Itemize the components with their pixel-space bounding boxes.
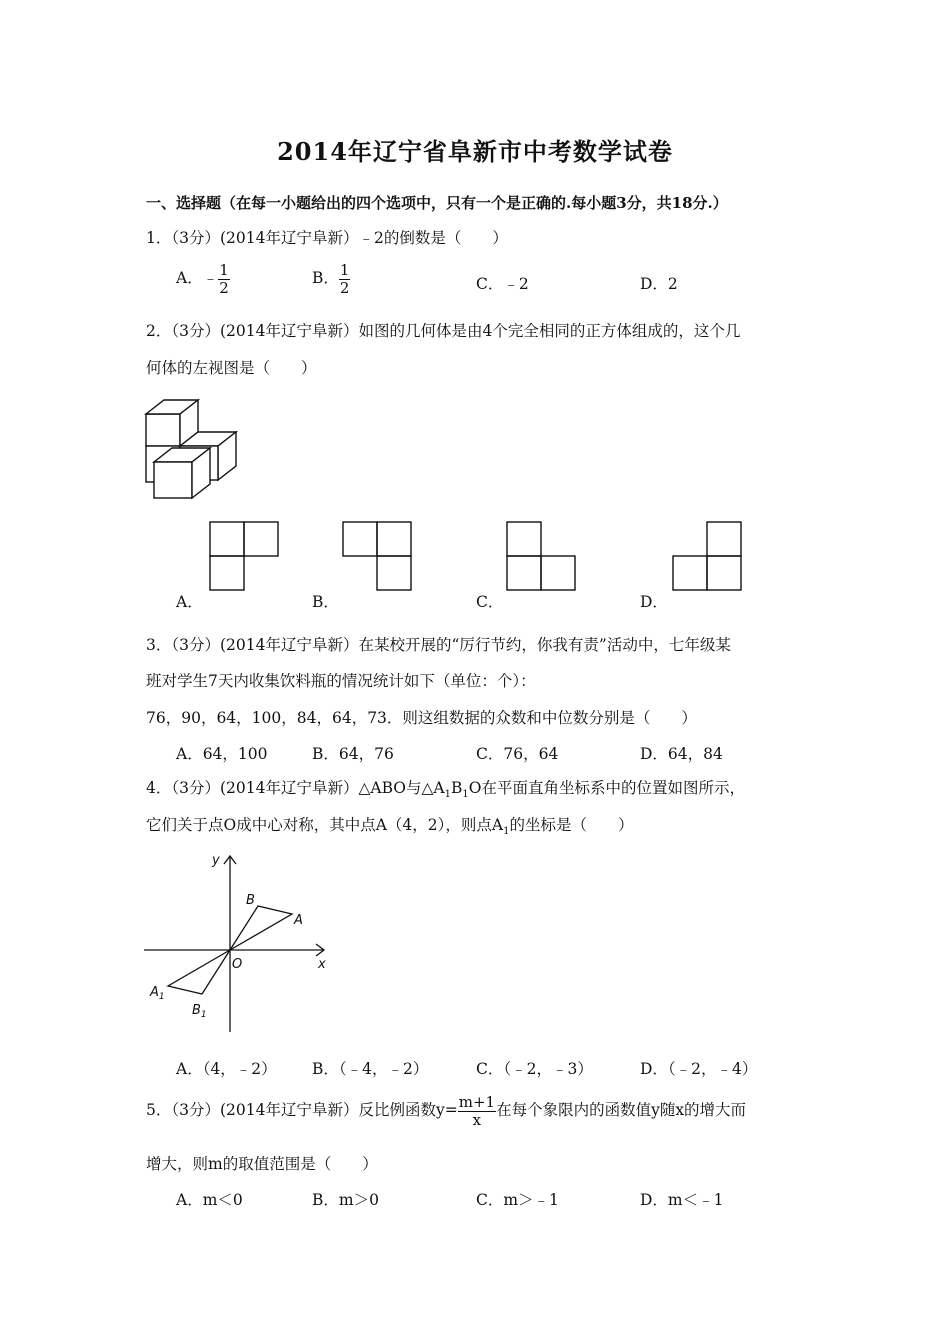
q4-option-a: A．（4，﹣2） bbox=[176, 1060, 277, 1078]
y-axis-label: y bbox=[212, 853, 220, 868]
q3-line-1: 3．（3分）(2014年辽宁阜新）在某校开展的“厉行节约，你我有责”活动中，七年级某 bbox=[146, 636, 731, 654]
q3-option-a: A．64，100 bbox=[176, 745, 268, 763]
origin-label: O bbox=[232, 957, 243, 972]
q1-a-fraction: $\frac{1}{2}$ bbox=[219, 261, 229, 297]
q4-option-d: D．（﹣2，﹣4） bbox=[640, 1060, 758, 1078]
q1-b-fraction: $\frac{1}{2}$ bbox=[339, 261, 350, 297]
q3-line-2: 班对学生7天内收集饮料瓶的情况统计如下（单位：个）： bbox=[146, 672, 536, 690]
q4-line-2: 它们关于点O成中心对称，其中点A（4，2），则点$A_1$的坐标是（ ） bbox=[146, 816, 634, 838]
q3-option-d: D．64，84 bbox=[640, 745, 723, 763]
q2-option-c: C． bbox=[476, 593, 504, 611]
q2-view-a bbox=[208, 520, 280, 592]
q2-option-a: A． bbox=[176, 593, 203, 611]
q1-stem: 1．（3分）(2014年辽宁阜新）﹣2的倒数是（ ） bbox=[146, 229, 508, 247]
q2-view-c bbox=[505, 520, 577, 592]
q2-solid-figure bbox=[140, 396, 244, 502]
point-a1-label: $A_1$ bbox=[150, 985, 165, 1002]
x-axis-label: x bbox=[318, 957, 326, 972]
q5-line-1: 5．（3分）(2014年辽宁阜新）反比例函数y= $\frac{m+1}{x}$ 在每个象限内的函数值y随x的增大而 bbox=[146, 1093, 747, 1129]
q4-option-c: C．（﹣2，﹣3） bbox=[476, 1060, 593, 1078]
q1-option-a: A．﹣ $\frac{1}{2}$ bbox=[176, 261, 229, 297]
q5-fraction: $\frac{m+1}{x}$ bbox=[458, 1093, 496, 1129]
q2-line-1: 2．（3分）(2014年辽宁阜新）如图的几何体是由4个完全相同的正方体组成的，这个几 bbox=[146, 322, 741, 340]
q5-line-2: 增大，则m的取值范围是（ ） bbox=[146, 1155, 378, 1173]
q2-view-b bbox=[341, 520, 413, 592]
point-b1-label: $B_1$ bbox=[192, 1003, 207, 1020]
q1-option-c: C．﹣2 bbox=[476, 275, 529, 293]
q2-option-d: D． bbox=[640, 593, 668, 611]
q5-option-b: B．m＞0 bbox=[312, 1191, 379, 1209]
point-b-label: B bbox=[246, 893, 255, 908]
q2-option-b: B． bbox=[312, 593, 339, 611]
q3-option-c: C．76，64 bbox=[476, 745, 559, 763]
q2-line-2: 何体的左视图是（ ） bbox=[146, 359, 317, 377]
q1-option-d: D．2 bbox=[640, 275, 678, 293]
section-heading: 一、选择题（在每一小题给出的四个选项中，只有一个是正确的.每小题3分，共18分.） bbox=[146, 194, 728, 212]
triangle-a1b1o bbox=[168, 950, 230, 994]
q5-option-c: C．m＞﹣1 bbox=[476, 1191, 559, 1209]
q3-line-3: 76，90，64，100，84，64，73．则这组数据的众数和中位数分别是（ ） bbox=[146, 709, 697, 727]
triangle-abo bbox=[230, 906, 292, 950]
page-title: 2014年辽宁省阜新市中考数学试卷 bbox=[277, 137, 673, 166]
q4-line-1: 4．（3分）(2014年辽宁阜新）△ABO与$\triangle A_1B_1O$在平面直角坐标系中的位置如图所示， bbox=[146, 779, 745, 801]
q3-option-b: B．64，76 bbox=[312, 745, 394, 763]
q5-option-a: A．m＜0 bbox=[176, 1191, 243, 1209]
q5-option-d: D．m＜﹣1 bbox=[640, 1191, 724, 1209]
point-a-label: A bbox=[294, 913, 303, 928]
q4-coordinate-graph bbox=[140, 848, 340, 1038]
q1-option-b: B． $\frac{1}{2}$ bbox=[312, 261, 350, 297]
q4-option-b: B．（﹣4，﹣2） bbox=[312, 1060, 429, 1078]
q2-view-d bbox=[671, 520, 743, 592]
